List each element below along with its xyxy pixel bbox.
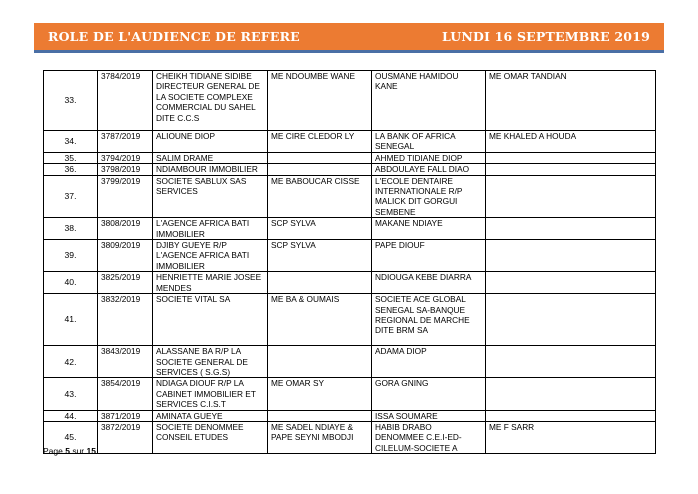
defendant-lawyer-cell	[486, 152, 656, 163]
hearing-roll-table	[43, 70, 656, 454]
table-row	[44, 218, 656, 240]
defendant-lawyer-cell	[486, 378, 656, 410]
row-number-cell: 42.	[44, 346, 98, 378]
page-total: 15	[86, 446, 96, 456]
plaintiff-cell: L'AGENCE AFRICA BATI IMMOBILIER	[153, 218, 268, 240]
table-row	[44, 164, 656, 175]
defendant-lawyer-cell	[486, 175, 656, 218]
page-middle: sur	[69, 446, 87, 456]
row-number-cell: 40.	[44, 272, 98, 294]
defendant-cell: SOCIETE ACE GLOBAL SENEGAL SA-BANQUE REGIONAL DE MARCHE DITE BRM SA	[372, 294, 486, 346]
case-number-cell: 3798/2019	[98, 164, 153, 175]
plaintiff-cell: SOCIETE VITAL SA	[153, 294, 268, 346]
row-number-cell: 34.	[44, 131, 98, 153]
plaintiff-lawyer-cell: SCP SYLVA	[268, 218, 372, 240]
case-number-cell: 3825/2019	[98, 272, 153, 294]
plaintiff-lawyer-cell	[268, 152, 372, 163]
defendant-lawyer-cell	[486, 346, 656, 378]
plaintiff-lawyer-cell: SCP SYLVA	[268, 240, 372, 272]
header-banner	[34, 23, 664, 53]
plaintiff-lawyer-cell: ME BABOUCAR CISSE	[268, 175, 372, 218]
page-footer	[43, 446, 96, 456]
row-number-cell: 33.	[44, 71, 98, 131]
case-number-cell: 3832/2019	[98, 294, 153, 346]
hearing-date: LUNDI 16 SEPTEMBRE 2019	[441, 29, 650, 44]
plaintiff-cell: SOCIETE SABLUX SAS SERVICES	[153, 175, 268, 218]
row-number-cell: 36.	[44, 164, 98, 175]
defendant-cell: OUSMANE HAMIDOU KANE	[372, 71, 486, 131]
defendant-lawyer-cell: ME KHALED A HOUDA	[486, 131, 656, 153]
defendant-cell: ISSA SOUMARE	[372, 410, 486, 421]
plaintiff-cell: AMINATA GUEYE	[153, 410, 268, 421]
row-number-cell: 35.	[44, 152, 98, 163]
case-number-cell: 3787/2019	[98, 131, 153, 153]
defendant-cell: HABIB DRABO DENOMMEE C.E.I-ED-CILELUM-SOCIETE A	[372, 421, 486, 453]
row-number-cell: 38.	[44, 218, 98, 240]
plaintiff-lawyer-cell	[268, 346, 372, 378]
table-row	[44, 378, 656, 410]
table-row	[44, 175, 656, 218]
defendant-cell: PAPE DIOUF	[372, 240, 486, 272]
case-number-cell: 3809/2019	[98, 240, 153, 272]
table-row	[44, 346, 656, 378]
plaintiff-lawyer-cell	[268, 272, 372, 294]
table-row	[44, 421, 656, 453]
plaintiff-lawyer-cell: ME SADEL NDIAYE & PAPE SEYNI MBODJI	[268, 421, 372, 453]
defendant-lawyer-cell	[486, 218, 656, 240]
defendant-cell: ABDOULAYE FALL DIAO	[372, 164, 486, 175]
row-number-cell: 45.	[44, 421, 98, 453]
defendant-cell: LA BANK OF AFRICA SENEGAL	[372, 131, 486, 153]
plaintiff-lawyer-cell	[268, 164, 372, 175]
defendant-lawyer-cell	[486, 164, 656, 175]
plaintiff-lawyer-cell: ME BA & OUMAIS	[268, 294, 372, 346]
defendant-lawyer-cell	[486, 272, 656, 294]
plaintiff-lawyer-cell	[268, 410, 372, 421]
plaintiff-lawyer-cell: ME NDOUMBE WANE	[268, 71, 372, 131]
defendant-cell: NDIOUGA KEBE DIARRA	[372, 272, 486, 294]
case-number-cell: 3794/2019	[98, 152, 153, 163]
plaintiff-cell: SOCIETE DENOMMEE CONSEIL ETUDES	[153, 421, 268, 453]
table-row	[44, 272, 656, 294]
row-number-cell: 44.	[44, 410, 98, 421]
table-row	[44, 294, 656, 346]
plaintiff-cell: ALASSANE BA R/P LA SOCIETE GENERAL DE SERVICES ( S.G.S)	[153, 346, 268, 378]
defendant-cell: ADAMA DIOP	[372, 346, 486, 378]
plaintiff-cell: SALIM DRAME	[153, 152, 268, 163]
plaintiff-cell: NDIAGA DIOUF R/P LA CABINET IMMOBILIER ET SERVICES C.I.S.T	[153, 378, 268, 410]
row-number-cell: 39.	[44, 240, 98, 272]
plaintiff-cell: NDIAMBOUR IMMOBILIER	[153, 164, 268, 175]
row-number-cell: 43.	[44, 378, 98, 410]
plaintiff-lawyer-cell: ME CIRE CLEDOR LY	[268, 131, 372, 153]
document-title: ROLE DE L'AUDIENCE DE REFERE	[48, 29, 300, 44]
defendant-lawyer-cell: ME OMAR TANDIAN	[486, 71, 656, 131]
table-row	[44, 152, 656, 163]
defendant-lawyer-cell	[486, 410, 656, 421]
plaintiff-cell: DJIBY GUEYE R/P L'AGENCE AFRICA BATI IMMOBILIER	[153, 240, 268, 272]
case-number-cell: 3871/2019	[98, 410, 153, 421]
page-prefix: Page	[43, 446, 66, 456]
row-number-cell: 37.	[44, 175, 98, 218]
case-number-cell: 3799/2019	[98, 175, 153, 218]
table-row	[44, 71, 656, 131]
defendant-lawyer-cell: ME F SARR	[486, 421, 656, 453]
plaintiff-cell: HENRIETTE MARIE JOSEE MENDES	[153, 272, 268, 294]
defendant-cell: MAKANE NDIAYE	[372, 218, 486, 240]
table-row	[44, 240, 656, 272]
table-row	[44, 131, 656, 153]
plaintiff-cell: ALIOUNE DIOP	[153, 131, 268, 153]
defendant-cell: GORA GNING	[372, 378, 486, 410]
case-number-cell: 3872/2019	[98, 421, 153, 453]
defendant-lawyer-cell	[486, 294, 656, 346]
plaintiff-lawyer-cell: ME OMAR SY	[268, 378, 372, 410]
case-number-cell: 3808/2019	[98, 218, 153, 240]
case-number-cell: 3843/2019	[98, 346, 153, 378]
plaintiff-cell: CHEIKH TIDIANE SIDIBE DIRECTEUR GENERAL DE LA SOCIETE COMPLEXE COMMERCIAL DU SAHEL DITE C.C.S	[153, 71, 268, 131]
table-row	[44, 410, 656, 421]
defendant-lawyer-cell	[486, 240, 656, 272]
case-number-cell: 3854/2019	[98, 378, 153, 410]
case-number-cell: 3784/2019	[98, 71, 153, 131]
defendant-cell: AHMED TIDIANE DIOP	[372, 152, 486, 163]
row-number-cell: 41.	[44, 294, 98, 346]
defendant-cell: L'ECOLE DENTAIRE INTERNATIONALE R/P MALICK DIT GORGUI SEMBENE	[372, 175, 486, 218]
page-current: 5	[65, 446, 70, 456]
hearing-roll-body	[44, 71, 656, 454]
